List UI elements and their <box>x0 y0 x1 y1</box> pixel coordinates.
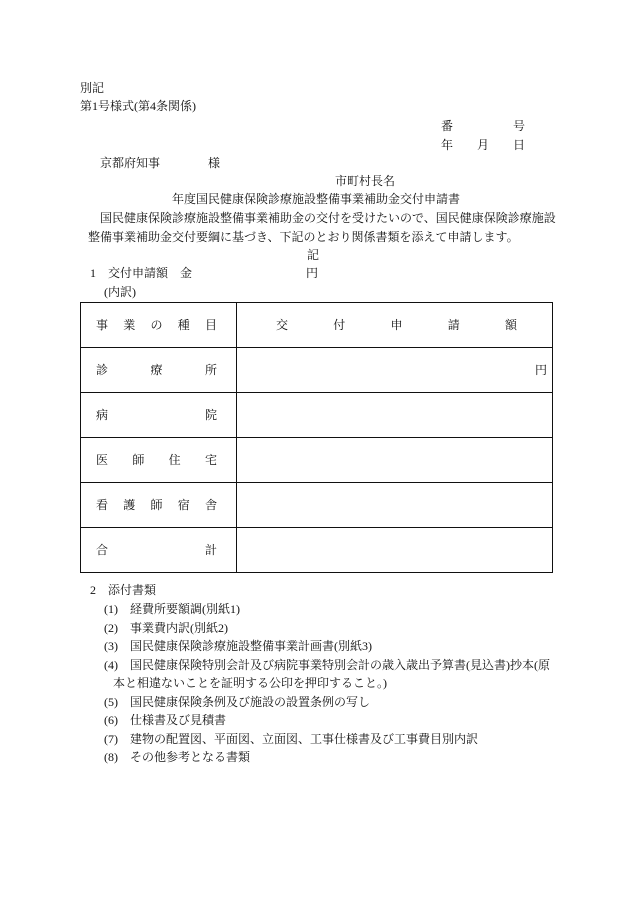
label-glyph: 院 <box>204 408 217 422</box>
attachment-item-number: (5) <box>104 695 118 709</box>
attachment-item-number: (2) <box>104 621 118 635</box>
label-glyph: 事 <box>96 318 109 332</box>
label-glyph: 合 <box>96 543 109 557</box>
label-glyph: 療 <box>150 363 163 377</box>
document-title: 年度国民健康保険診療施設整備事業補助金交付申請書 <box>172 192 461 206</box>
row-item-label <box>96 363 217 377</box>
reference-number-label-right: 号 <box>513 119 526 133</box>
table-header-row <box>81 303 553 348</box>
label-glyph: 種 <box>177 318 190 332</box>
date-day-label: 日 <box>513 138 526 152</box>
label-glyph: 師 <box>150 498 163 512</box>
section-1-number: 1 <box>90 266 96 280</box>
label-glyph: 交 <box>276 318 289 332</box>
section-1-label: 交付申請額 <box>108 266 169 280</box>
row-amount-cell[interactable] <box>237 528 553 573</box>
attachment-item-text: 経費所要額調(別紙1) <box>130 602 240 616</box>
row-item-cell <box>81 438 237 483</box>
addressee-name: 京都府知事 <box>100 156 161 170</box>
attachment-item-text: 仕様書及び見積書 <box>130 713 227 727</box>
date-month-label: 月 <box>477 138 490 152</box>
label-glyph: 付 <box>333 318 346 332</box>
header-category-label <box>96 318 217 332</box>
attachment-item-continuation: 本と相違ないことを証明する公印を押印すること。) <box>113 676 387 690</box>
label-glyph: 師 <box>132 453 145 467</box>
section-2-number: 2 <box>90 583 96 597</box>
row-item-label <box>96 408 217 422</box>
table-row <box>81 483 553 528</box>
table-row <box>81 393 553 438</box>
attachment-item-number: (4) <box>104 658 118 672</box>
attachment-item-text: 事業費内訳(別紙2) <box>130 621 228 635</box>
row-amount-cell[interactable] <box>237 483 553 528</box>
row-item-label <box>96 453 217 467</box>
label-glyph: 宿 <box>177 498 190 512</box>
row-item-label <box>96 543 217 557</box>
row-amount-cell[interactable] <box>237 348 553 393</box>
row-item-cell <box>81 348 237 393</box>
table-row <box>81 438 553 483</box>
table-row-total <box>81 528 553 573</box>
attachment-item-number: (1) <box>104 602 118 616</box>
row-item-cell <box>81 528 237 573</box>
amount-unit: 円 <box>306 266 319 280</box>
label-glyph: 病 <box>96 408 109 422</box>
label-glyph: 宅 <box>204 453 217 467</box>
header-amount-label <box>276 318 517 332</box>
attachment-item-number: (6) <box>104 713 118 727</box>
breakdown-label: (内訳) <box>104 285 136 299</box>
label-glyph: 護 <box>123 498 136 512</box>
label-glyph: の <box>150 318 163 332</box>
row-amount-cell[interactable] <box>237 438 553 483</box>
section-2-label: 添付書類 <box>108 583 157 597</box>
row-item-cell <box>81 483 237 528</box>
applicant-name-label: 市町村長名 <box>335 174 396 188</box>
label-glyph: 目 <box>204 318 217 332</box>
label-glyph: 看 <box>96 498 109 512</box>
label-glyph: 業 <box>123 318 136 332</box>
row-item-cell <box>81 393 237 438</box>
appendix-label: 別記 <box>80 81 105 95</box>
label-glyph: 請 <box>447 318 460 332</box>
reference-number-label-left: 番 <box>441 119 454 133</box>
label-glyph: 住 <box>168 453 181 467</box>
label-glyph: 所 <box>204 363 217 377</box>
attachment-item-text: 国民健康保険診療施設整備事業計画書(別紙3) <box>130 639 372 653</box>
form-number-label: 第1号様式(第4条関係) <box>80 99 196 113</box>
addressee-honorific: 様 <box>208 156 221 170</box>
row-item-label <box>96 498 217 512</box>
body-text-line-1: 国民健康保険診療施設整備事業補助金の交付を受けたいので、国民健康保険診療施設 <box>100 211 556 225</box>
note-heading: 記 <box>307 248 320 262</box>
attachment-item-text: その他参考となる書類 <box>130 750 251 764</box>
label-glyph: 舎 <box>204 498 217 512</box>
attachment-item-number: (8) <box>104 750 118 764</box>
header-cell-category <box>81 303 237 348</box>
header-cell-amount <box>237 303 553 348</box>
date-year-label: 年 <box>441 138 454 152</box>
label-glyph: 計 <box>204 543 217 557</box>
attachment-item-text: 国民健康保険条例及び施設の設置条例の写し <box>130 695 371 709</box>
table-row <box>81 348 553 393</box>
attachment-item-number: (7) <box>104 732 118 746</box>
label-glyph: 申 <box>390 318 403 332</box>
amount-prefix: 金 <box>180 266 193 280</box>
breakdown-table <box>80 302 553 573</box>
attachment-item-number: (3) <box>104 639 118 653</box>
row-amount-cell[interactable] <box>237 393 553 438</box>
row-amount-unit: 円 <box>534 363 547 377</box>
body-text-line-2: 整備事業補助金交付要綱に基づき、下記のとおり関係書類を添えて申請します。 <box>88 230 519 244</box>
label-glyph: 医 <box>96 453 109 467</box>
attachment-item-text: 国民健康保険特別会計及び病院事業特別会計の歳入歳出予算書(見込書)抄本(原 <box>130 658 550 672</box>
attachment-item-text: 建物の配置図、平面図、立面図、工事仕様書及び工事費目別内訳 <box>130 732 479 746</box>
label-glyph: 額 <box>504 318 517 332</box>
label-glyph: 診 <box>96 363 109 377</box>
